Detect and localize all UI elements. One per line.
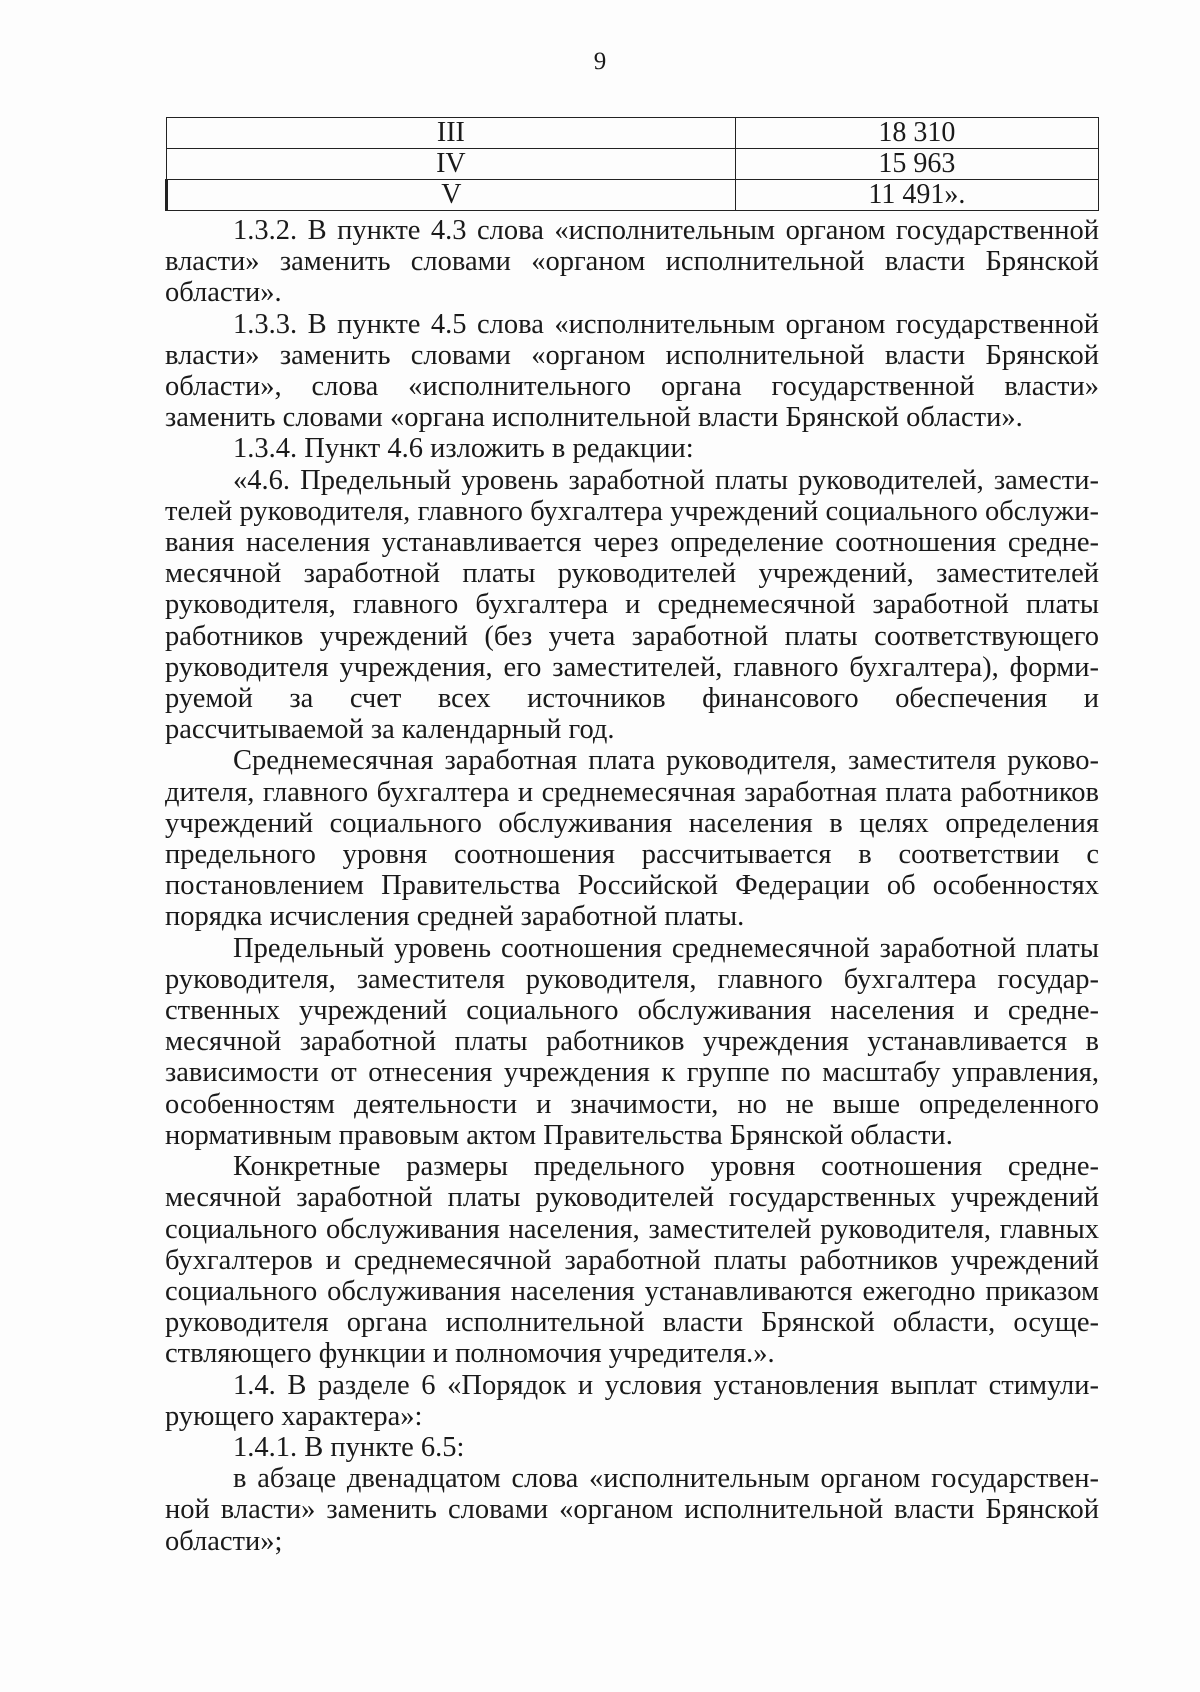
table-cell-group: V <box>167 180 736 211</box>
paragraph-1-4-1: 1.4.1. В пункте 6.5: <box>233 1431 465 1463</box>
paragraph-4-6: «4.6. Предельный уровень заработной платы руководителей, заместителей руководителя, главного бухгалтера учреждений социального обслуживания населения устанавливается через определение соотношения среднемесячной заработной платы руководителей учреждений, заместителей руководителя, главного бухгалтера и среднемесячной заработной платы работников учреждений (без учета заработной платы соответствующего руководителя учреждения, его заместителей, главного бухгалтера), формируемой за счет всех источников финансового обеспечения и рассчитываемой за календарный год. <box>165 464 1099 746</box>
table-cell-group: IV <box>167 149 736 180</box>
paragraph-average-salary: Среднемесячная заработная плата руководителя, заместителя руководителя, главного бухгалтера и среднемесячная заработная плата работников учреждений социального обслуживания населения в целях определения предельного уровня соотношения рассчитывается в соответствии с постановлением Правительства Российской Федерации об особенностях порядка исчисления средней заработной платы. <box>165 745 1099 933</box>
table-row <box>167 149 1099 180</box>
table-cell-value: 18 310 <box>735 118 1098 149</box>
table-cell-value: 15 963 <box>735 149 1098 180</box>
paragraph-1-4: 1.4. В разделе 6 «Порядок и условия установления выплат стимулирующего характера»: <box>165 1369 1099 1432</box>
table-cell-value: 11 491». <box>735 180 1098 211</box>
table-cell-group: III <box>167 118 736 149</box>
page-number: 9 <box>593 48 607 75</box>
table-row <box>167 118 1099 149</box>
paragraph-1-3-3: 1.3.3. В пункте 4.5 слова «исполнительным органом государственной власти» заменить словами «органом исполнительной власти Брянской области», слова «исполнительного органа государственной власти» заменить словами «органа исполнительной власти Брянской области». <box>165 308 1099 434</box>
paragraph-abzac-12: в абзаце двенадцатом слова «исполнительным органом государственной власти» заменить словами «органом исполнительной власти Брянской области»; <box>165 1463 1099 1557</box>
grade-value-table <box>165 117 1099 211</box>
document-body <box>165 215 1099 1557</box>
paragraph-ratio-limit: Предельный уровень соотношения среднемесячной заработной платы руководителя, заместителя руководителя, главного бухгалтера государственных учреждений социального обслуживания населения и среднемесячной заработной платы работников учреждения устанавливается в зависимости от отнесения учреждения к группе по масштабу управления, особенностям деятельности и значимости, но не выше определенного нормативным правовым актом Правительства Брянской области. <box>165 932 1099 1151</box>
paragraph-1-3-4: 1.3.4. Пункт 4.6 изложить в редакции: <box>233 433 694 465</box>
paragraph-1-3-2: 1.3.2. В пункте 4.3 слова «исполнительным органом государственной власти» заменить словами «органом исполнительной власти Брянской области». <box>165 215 1099 309</box>
table-row <box>167 180 1099 211</box>
paragraph-specific-sizes: Конкретные размеры предельного уровня соотношения среднемесячной заработной платы руководителей государственных учреждений социального обслуживания населения, заместителей руководителя, главных бухгалтеров и среднемесячной заработной платы работников учреждений социального обслуживания населения устанавливаются ежегодно приказом руководителя органа исполнительной власти Брянской области, осуществляющего функции и полномочия учредителя.». <box>165 1151 1099 1370</box>
